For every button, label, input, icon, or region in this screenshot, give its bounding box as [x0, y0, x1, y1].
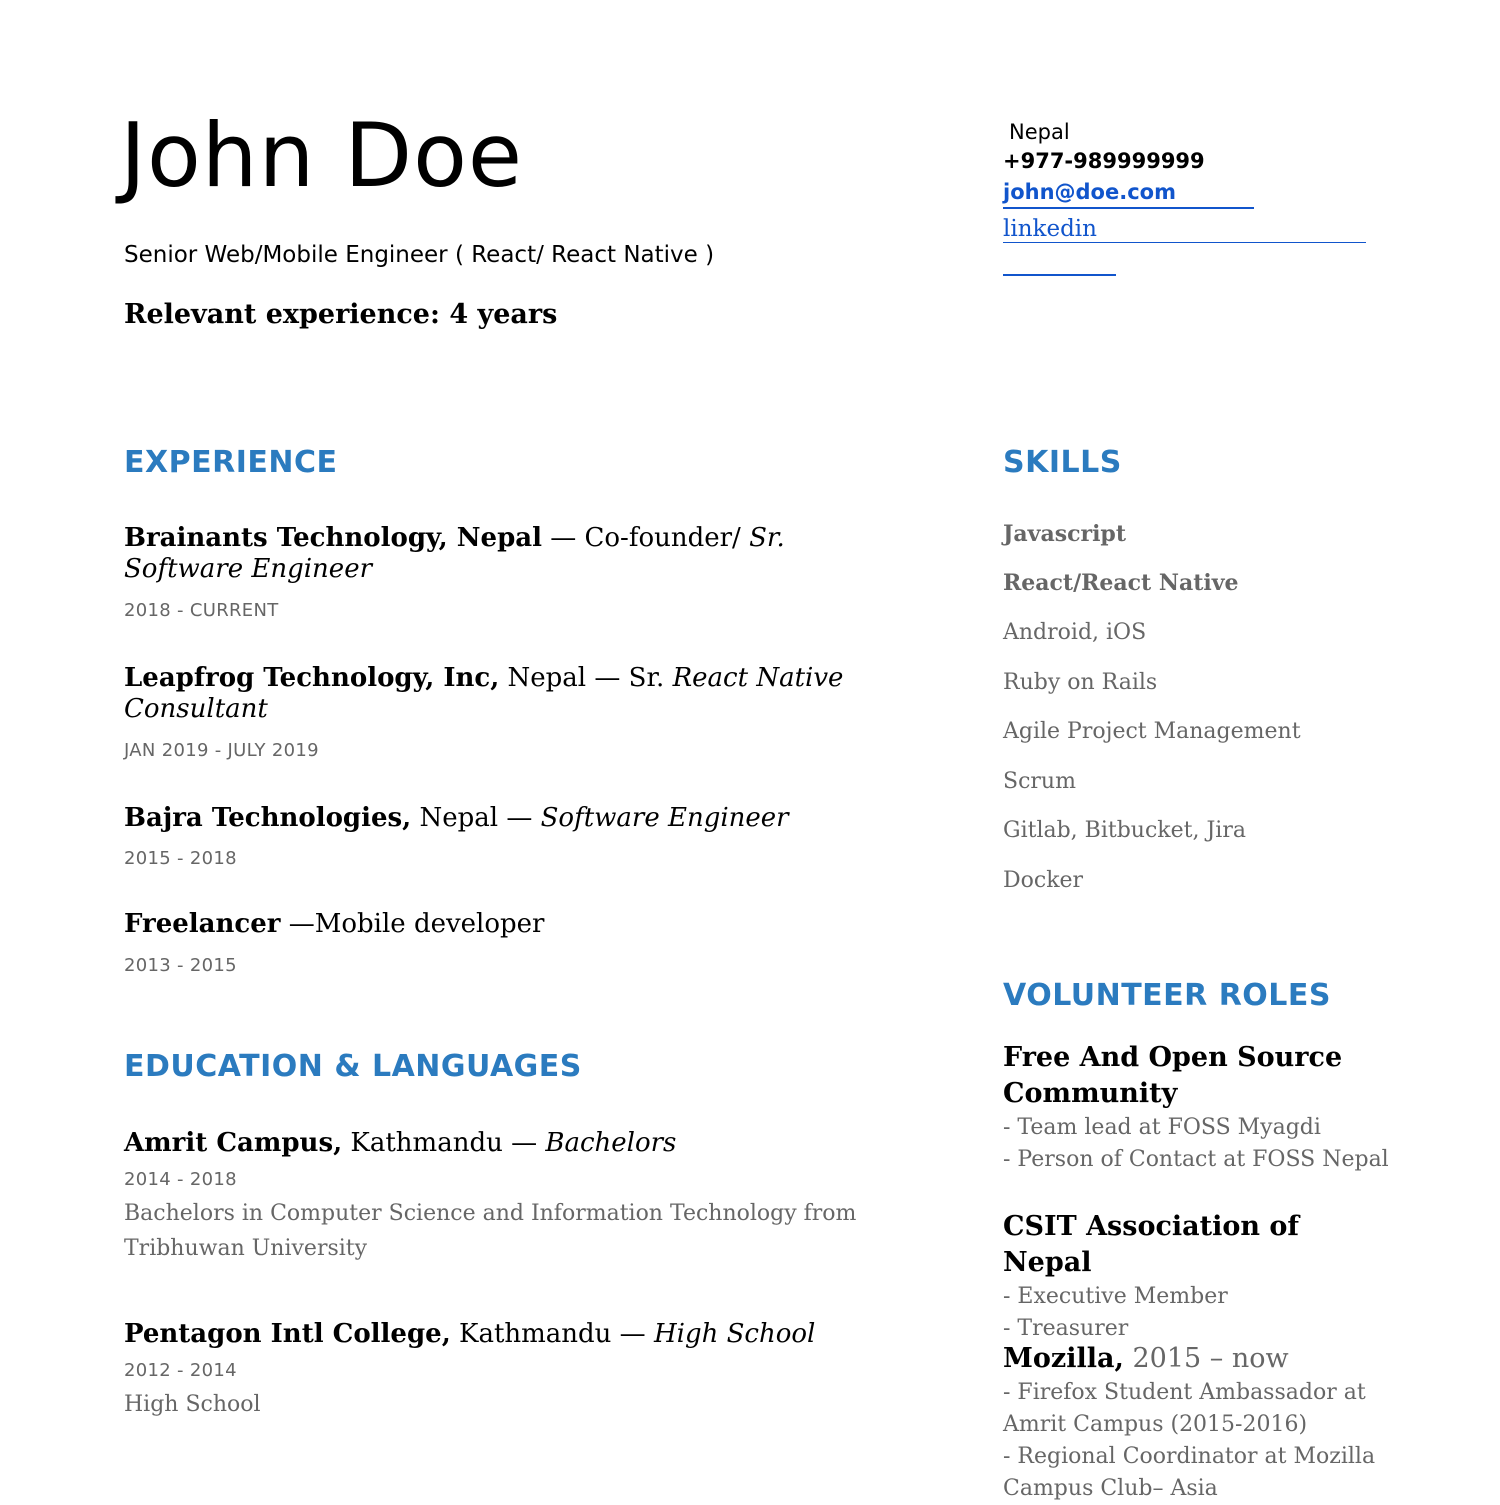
- job-entry: [124, 909, 904, 976]
- job-entry: [124, 803, 904, 869]
- candidate-name: John Doe: [120, 104, 524, 207]
- job-title-line: [124, 909, 904, 940]
- job-separator: Nepal —: [411, 803, 541, 833]
- skill-item: Javascript: [1003, 521, 1126, 547]
- job-date: 2013 - 2015: [124, 955, 237, 976]
- education-entry: [124, 1319, 904, 1422]
- experience-heading: EXPERIENCE: [124, 445, 338, 480]
- volunteer-role-line: - Person of Contact at FOSS Nepal: [1003, 1147, 1389, 1172]
- volunteer-org: Mozilla,: [1003, 1343, 1124, 1374]
- education-description: Bachelors in Computer Science and Information Technology from Tribhuwan University: [124, 1201, 857, 1261]
- job-separator: — Co-founder/: [541, 523, 750, 553]
- volunteer-role-line: - Executive Member: [1003, 1284, 1228, 1309]
- education-degree: Bachelors: [545, 1128, 677, 1158]
- job-separator: Nepal — Sr.: [499, 663, 673, 693]
- volunteer-role-line: - Regional Coordinator at Mozilla Campus Club– Asia: [1003, 1444, 1376, 1501]
- job-title-line: [124, 803, 904, 834]
- volunteer-role-line: - Team lead at FOSS Myagdi: [1003, 1115, 1321, 1140]
- volunteer-heading: VOLUNTEER ROLES: [1003, 978, 1332, 1013]
- volunteer-entry: [1003, 1209, 1393, 1345]
- skill-item: Agile Project Management: [1003, 719, 1301, 744]
- education-degree: High School: [653, 1319, 816, 1349]
- job-role: Sr. Software Engineer: [124, 523, 785, 584]
- linkedin-underline: [1003, 242, 1366, 243]
- contact-email-link[interactable]: john@doe.com: [1003, 180, 1176, 204]
- skill-item: React/React Native: [1003, 570, 1239, 596]
- education-school: Amrit Campus,: [124, 1128, 343, 1158]
- job-entry: [124, 523, 904, 621]
- education-title-line: [124, 1128, 864, 1159]
- education-entry: [124, 1128, 864, 1266]
- volunteer-org: CSIT Association of Nepal: [1003, 1211, 1300, 1278]
- contact-location: Nepal: [1009, 120, 1070, 144]
- skill-item: Scrum: [1003, 769, 1076, 794]
- education-description: High School: [124, 1392, 261, 1417]
- education-separator: Kathmandu —: [450, 1319, 654, 1349]
- linkedin-underline-continued: [1003, 274, 1116, 276]
- job-entry: [124, 663, 904, 761]
- job-date: JAN 2019 - JULY 2019: [124, 740, 319, 761]
- skill-item: Ruby on Rails: [1003, 670, 1158, 695]
- job-separator: —Mobile developer: [280, 909, 545, 939]
- job-role: Software Engineer: [540, 803, 789, 833]
- volunteer-org-line: [1003, 1341, 1383, 1377]
- volunteer-role-line: - Firefox Student Ambassador at Amrit Campus (2015-2016): [1003, 1380, 1366, 1437]
- skill-item: Android, iOS: [1003, 620, 1147, 645]
- job-date: 2018 - CURRENT: [124, 600, 279, 621]
- contact-phone: +977-989999999: [1003, 149, 1205, 173]
- job-company: Freelancer: [124, 909, 281, 939]
- job-company: Brainants Technology, Nepal: [124, 523, 542, 553]
- volunteer-entry: [1003, 1040, 1393, 1176]
- education-title-line: [124, 1319, 904, 1350]
- job-date: 2015 - 2018: [124, 848, 237, 869]
- volunteer-org: Free And Open Source Community: [1003, 1042, 1343, 1109]
- education-heading: EDUCATION & LANGUAGES: [124, 1049, 582, 1084]
- skills-heading: SKILLS: [1003, 445, 1122, 480]
- volunteer-date: 2015 – now: [1123, 1343, 1289, 1374]
- education-separator: Kathmandu —: [342, 1128, 546, 1158]
- contact-block: [1003, 118, 1383, 208]
- education-school: Pentagon Intl College,: [124, 1319, 451, 1349]
- relevant-experience: Relevant experience: 4 years: [124, 299, 558, 330]
- job-title-line: [124, 663, 904, 725]
- volunteer-entry: [1003, 1341, 1383, 1505]
- education-date: 2012 - 2014: [124, 1360, 237, 1381]
- skill-item: Gitlab, Bitbucket, Jira: [1003, 818, 1246, 843]
- job-company: Bajra Technologies,: [124, 803, 412, 833]
- job-company: Leapfrog Technology, Inc,: [124, 663, 500, 693]
- job-subtitle: Senior Web/Mobile Engineer ( React/ React Native ): [124, 242, 715, 268]
- skill-item: Docker: [1003, 868, 1084, 893]
- education-date: 2014 - 2018: [124, 1169, 237, 1190]
- job-title-line: [124, 523, 904, 585]
- linkedin-link[interactable]: linkedin: [1003, 216, 1097, 242]
- job-role: React Native Consultant: [124, 663, 844, 724]
- email-underline: [1003, 207, 1254, 209]
- volunteer-role-line: - Treasurer: [1003, 1316, 1129, 1341]
